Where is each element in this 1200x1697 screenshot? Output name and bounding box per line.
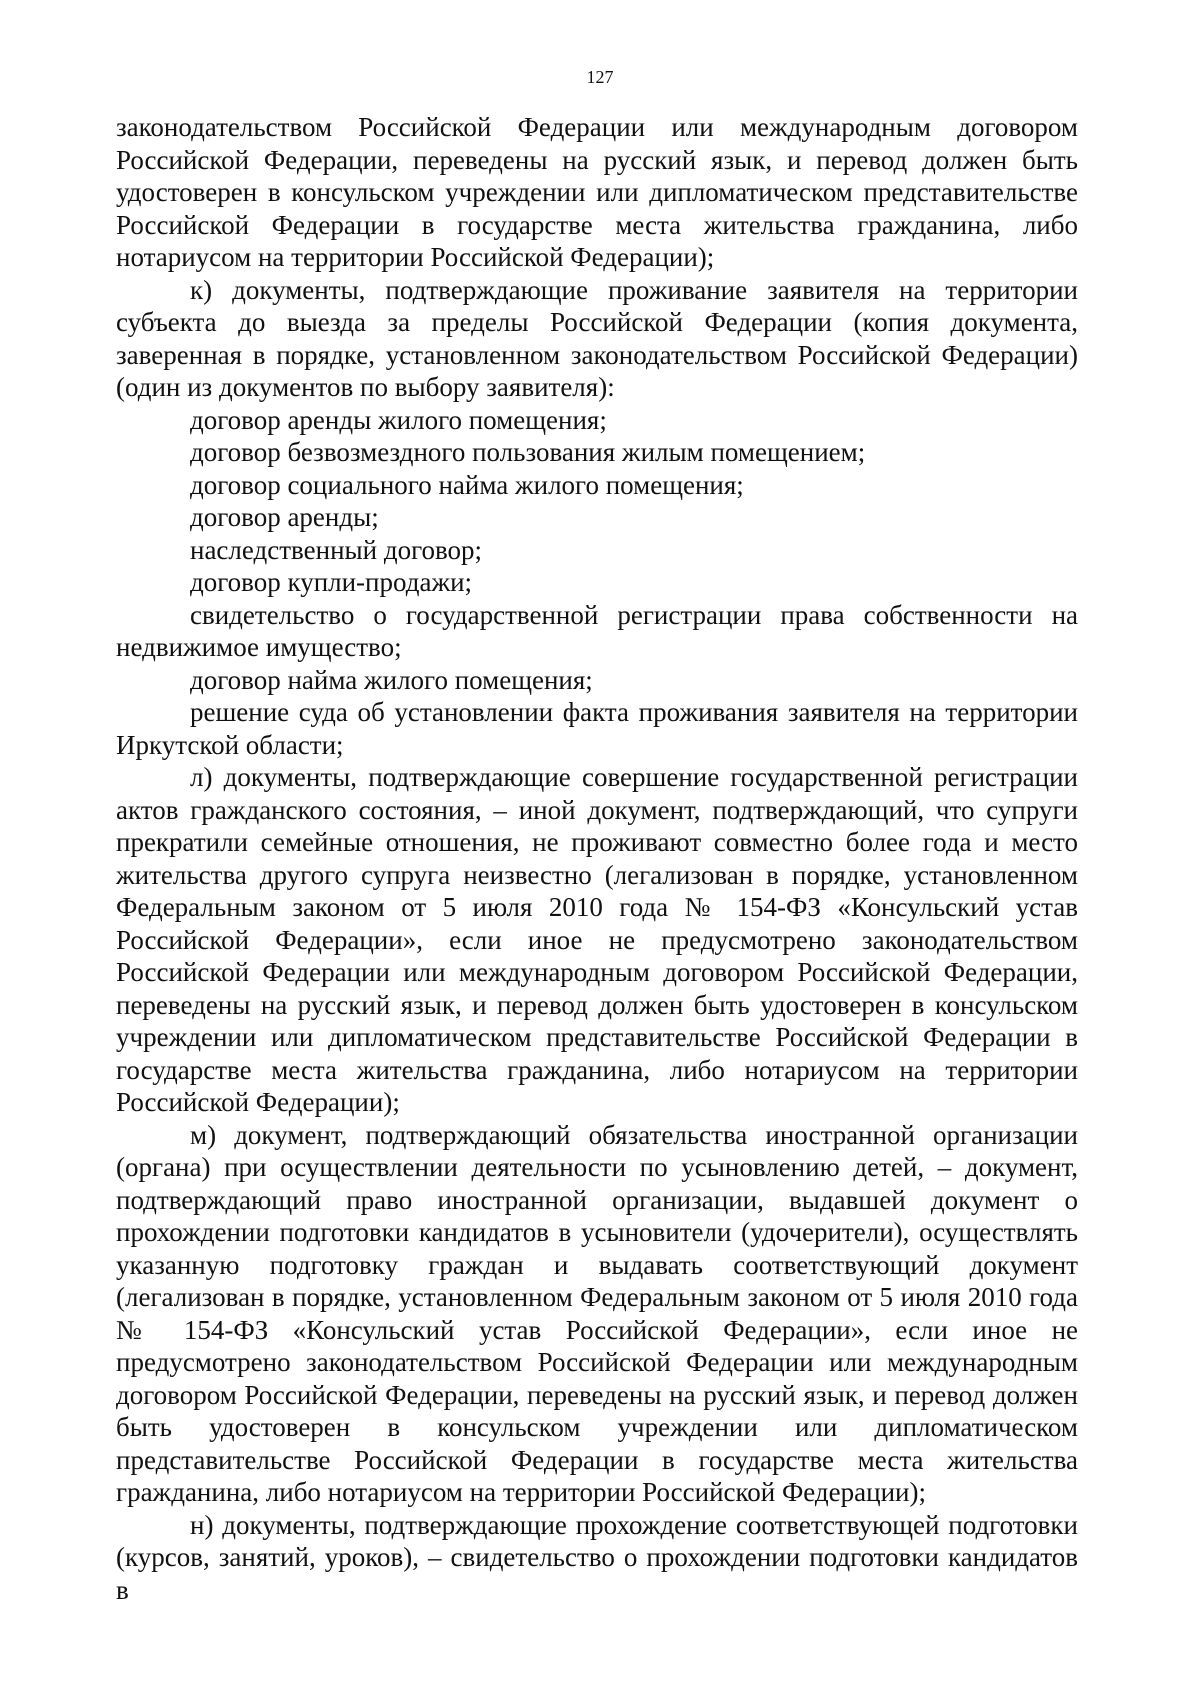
list-item: договор безвозмездного пользования жилым помещением;	[190, 437, 866, 467]
list-item: договор аренды;	[190, 502, 379, 532]
paragraph-item-l: л) документы, подтверждающие совершение государственной регистрации актов гражданского состояния, – иной документ, подтверждающий, что супруги прекратили семейные отношения, не проживают совместно более года и место жительства другого супруга неизвестно (легализован в порядке, установленном Федеральным законом от 5 июля 2010 года № 154-ФЗ «Консульский устав Российской Федерации», если иное не предусмотрено законодательством Российской Федерации или международным договором Российской Федерации, переведены на русский язык, и перевод должен быть удостоверен в консульском учреждении или дипломатическом представительстве Российской Федерации в государстве места жительства гражданина, либо нотариусом на территории Российской Федерации);	[116, 762, 1078, 1117]
list-item: договор социального найма жилого помещения;	[190, 469, 744, 500]
paragraph-item-k: к) документы, подтверждающие проживание заявителя на территории субъекта до выезда за пределы Российской Федерации (копия документа, заверенная в порядке, установленном законодательством Российской Федерации) (один из документов по выбору заявителя):	[116, 274, 1078, 402]
list-item: договор купли-продажи;	[190, 567, 473, 597]
document-body	[116, 111, 1078, 1606]
paragraph-continuation: законодательством Российской Федерации или международным договором Российской Федерации, переведены на русский язык, и перевод должен быть удостоверен в консульском учреждении или дипломатическом представительстве Российской Федерации в государстве места жительства гражданина, либо нотариусом на территории Российской Федерации);	[116, 112, 1078, 272]
paragraph-item-n: н) документы, подтверждающие прохождение соответствующей подготовки (курсов, занятий, уроков), – свидетельство о прохождении подготовки кандидатов в	[116, 1509, 1078, 1605]
list-item: наследственный договор;	[190, 534, 483, 565]
list-item: решение суда об установлении факта проживания заявителя на территории Иркутской области;	[116, 697, 1078, 760]
paragraph-item-m: м) документ, подтверждающий обязательства иностранной организации (органа) при осуществлении деятельности по усыновлению детей, – документ, подтверждающий право иностранной организации, выдавшей документ о прохождении подготовки кандидатов в усыновители (удочерители), осуществлять указанную подготовку граждан и выдавать соответствующий документ (легализован в порядке, установленном Федеральным законом от 5 июля 2010 года № 154-ФЗ «Консульский устав Российской Федерации», если иное не предусмотрено законодательством Российской Федерации или международным договором Российской Федерации, переведены на русский язык, и перевод должен быть удостоверен в консульском учреждении или дипломатическом представительстве Российской Федерации в государстве места жительства гражданина, либо нотариусом на территории Российской Федерации);	[116, 1119, 1078, 1507]
page-number: 127	[586, 67, 614, 87]
list-item: договор аренды жилого помещения;	[190, 404, 607, 435]
list-item: договор найма жилого помещения;	[190, 664, 593, 695]
list-item: свидетельство о государственной регистрации права собственности на недвижимое имущество;	[116, 599, 1078, 662]
